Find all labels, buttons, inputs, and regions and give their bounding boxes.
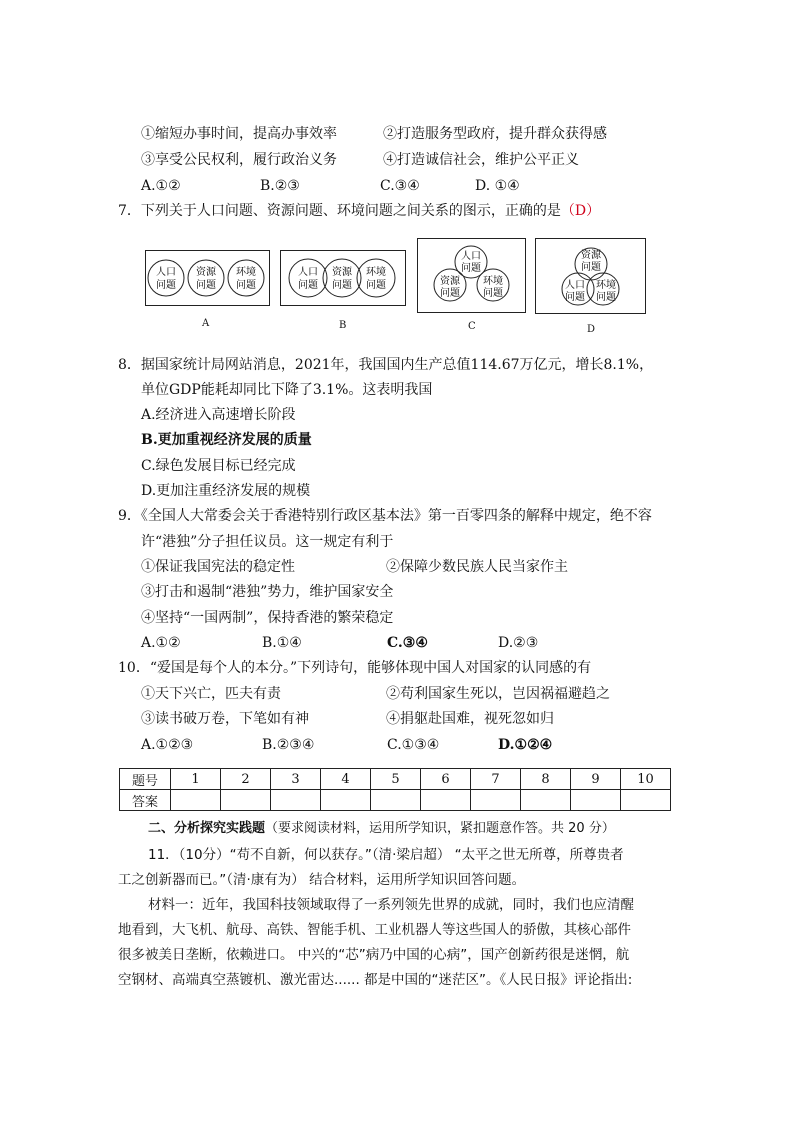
q9-statement-2: ②保障少数民族人民当家作主 bbox=[386, 559, 568, 575]
q6-option-d: D. ①④ bbox=[475, 178, 520, 194]
q7-answer: （D） bbox=[560, 203, 601, 219]
c-env-2: 问题 bbox=[483, 288, 503, 299]
a-res-1: 资源 bbox=[196, 267, 216, 278]
diagram-d bbox=[535, 238, 646, 314]
q11-line-2: 工之创新器而已。”（清·康有为） 结合材料，运用所学知识回答问题。 bbox=[118, 872, 526, 888]
d-res-2: 问题 bbox=[581, 262, 601, 273]
q9-line-2: 许“港独”分子担任议员。这一规定有利于 bbox=[141, 534, 394, 550]
question-number: 3 bbox=[271, 769, 321, 790]
d-pop-1: 人口 bbox=[565, 280, 585, 291]
c-res-2: 问题 bbox=[440, 288, 460, 299]
q10-option-a: A.①②③ bbox=[141, 737, 194, 753]
q9-option-a: A.①② bbox=[141, 635, 181, 651]
d-res-1: 资源 bbox=[581, 250, 601, 261]
b-env-2: 问题 bbox=[366, 280, 386, 291]
b-env-1: 环境 bbox=[366, 267, 386, 278]
caption-c: C bbox=[468, 321, 476, 332]
a-res-2: 问题 bbox=[196, 280, 216, 291]
q9-statement-1: ①保证我国宪法的稳定性 bbox=[141, 559, 295, 575]
section-2-title: 二、分析探究实践题 bbox=[148, 821, 266, 836]
q10-statement-2: ②苟利国家生死以，岂因祸福避趋之 bbox=[386, 686, 610, 702]
answer-table-answer-row bbox=[120, 790, 671, 811]
q6-option-b: B.②③ bbox=[260, 178, 300, 194]
d-pop-2: 问题 bbox=[565, 292, 585, 303]
q10-stem: 10．“爱国是每个人的本分。”下列诗句，能够体现中国人对国家的认同感的有 bbox=[118, 660, 592, 676]
q10-option-b: B.②③④ bbox=[262, 737, 315, 753]
q8-option-b: B.更加重视经济发展的质量 bbox=[141, 432, 312, 448]
q9-statement-3: ③打击和遏制“港独”势力，维护国家安全 bbox=[141, 584, 394, 600]
answer-table bbox=[119, 768, 671, 811]
q11-line-1: 11．（10分）“苟不自新，何以获存。”（清·梁启超） “太平之世无所尊，所尊贵者 bbox=[148, 847, 624, 863]
q8-option-c: C.绿色发展目标已经完成 bbox=[141, 458, 296, 474]
question-number-label: 题号 bbox=[120, 769, 171, 790]
answer-table-header-row bbox=[120, 769, 671, 790]
q8-line-1: 8．据国家统计局网站消息，2021年，我国国内生产总值114.67万亿元，增长8.1%， bbox=[118, 357, 654, 373]
q8-option-d: D.更加注重经济发展的规模 bbox=[141, 483, 311, 499]
a-env-1: 环境 bbox=[236, 267, 256, 278]
c-pop-1: 人口 bbox=[461, 251, 481, 262]
material-1-line-1: 材料一：近年，我国科技领域取得了一系列领先世界的成就，同时，我们也应清醒 bbox=[148, 897, 634, 913]
d-env-2: 问题 bbox=[596, 292, 616, 303]
q8-option-a: A.经济进入高速增长阶段 bbox=[141, 407, 296, 423]
answer-cell[interactable] bbox=[471, 790, 521, 811]
answer-cell[interactable] bbox=[571, 790, 621, 811]
c-pop-2: 问题 bbox=[461, 263, 481, 274]
answer-cell[interactable] bbox=[271, 790, 321, 811]
answer-cell[interactable] bbox=[621, 790, 671, 811]
question-number: 9 bbox=[571, 769, 621, 790]
q7-stem bbox=[118, 201, 600, 221]
q6-statement-2: ②打造服务型政府，提升群众获得感 bbox=[383, 126, 607, 142]
b-res-1: 资源 bbox=[332, 267, 352, 278]
q10-option-c: C.①③④ bbox=[387, 737, 440, 753]
a-env-2: 问题 bbox=[236, 280, 256, 291]
diagram-b bbox=[280, 250, 406, 306]
q6-option-c: C.③④ bbox=[380, 178, 420, 194]
q10-statement-3: ③读书破万卷，下笔如有神 bbox=[141, 711, 309, 727]
q9-option-d: D.②③ bbox=[498, 635, 539, 651]
section-2-note: （要求阅读材料，运用所学知识，紧扣题意作答。共 20 分） bbox=[265, 821, 615, 836]
a-pop-2: 问题 bbox=[156, 280, 176, 291]
q10-option-d: D.①②④ bbox=[498, 737, 553, 753]
question-number: 1 bbox=[171, 769, 221, 790]
q8-line-2: 单位GDP能耗却同比下降了3.1%。这表明我国 bbox=[141, 382, 433, 398]
question-number: 5 bbox=[371, 769, 421, 790]
diagram-a bbox=[145, 250, 270, 306]
q9-option-c: C.③④ bbox=[387, 635, 428, 651]
caption-d: D bbox=[587, 324, 596, 335]
diagram-c bbox=[417, 238, 526, 313]
b-pop-1: 人口 bbox=[298, 267, 318, 278]
q10-statement-4: ④捐躯赴国难，视死忽如归 bbox=[386, 711, 554, 727]
question-number: 2 bbox=[221, 769, 271, 790]
q6-statement-1: ①缩短办事时间，提高办事效率 bbox=[141, 126, 337, 142]
b-pop-2: 问题 bbox=[298, 280, 318, 291]
q6-statement-3: ③享受公民权利，履行政治义务 bbox=[141, 152, 337, 168]
answer-cell[interactable] bbox=[221, 790, 271, 811]
material-1-line-4: 空钢材、高端真空蒸镀机、激光雷达...... 都是中国的“迷茫区”。《人民日报》评论指出: bbox=[118, 972, 633, 988]
question-number: 8 bbox=[521, 769, 571, 790]
q10-statement-1: ①天下兴亡，匹夫有责 bbox=[141, 686, 281, 702]
answer-cell[interactable] bbox=[171, 790, 221, 811]
q7-stem-text: 7．下列关于人口问题、资源问题、环境问题之间关系的图示，正确的是 bbox=[118, 203, 561, 219]
answer-label: 答案 bbox=[120, 790, 171, 811]
question-number: 10 bbox=[621, 769, 671, 790]
q6-statement-4: ④打造诚信社会，维护公平正义 bbox=[383, 152, 579, 168]
a-pop-1: 人口 bbox=[156, 267, 176, 278]
b-res-2: 问题 bbox=[332, 280, 352, 291]
answer-cell[interactable] bbox=[521, 790, 571, 811]
question-number: 4 bbox=[321, 769, 371, 790]
answer-cell[interactable] bbox=[371, 790, 421, 811]
c-env-1: 环境 bbox=[483, 276, 503, 287]
question-number: 7 bbox=[471, 769, 521, 790]
caption-b: B bbox=[339, 320, 347, 331]
question-number: 6 bbox=[421, 769, 471, 790]
caption-a: A bbox=[202, 318, 210, 329]
q9-line-1: 9．《全国人大常委会关于香港特别行政区基本法》第一百零四条的解释中规定，绝不容 bbox=[118, 508, 652, 524]
material-1-line-3: 很多被美日垄断，依赖进口。 中兴的“芯”病乃中国的心病”，国产创新药很是迷惘，航 bbox=[118, 947, 630, 963]
q6-option-a: A.①② bbox=[141, 178, 181, 194]
answer-cell[interactable] bbox=[421, 790, 471, 811]
answer-cell[interactable] bbox=[321, 790, 371, 811]
q9-statement-4: ④坚持“一国两制”，保持香港的繁荣稳定 bbox=[141, 610, 394, 626]
d-env-1: 环境 bbox=[596, 280, 616, 291]
section-2-heading bbox=[148, 819, 615, 839]
c-res-1: 资源 bbox=[440, 276, 460, 287]
q9-option-b: B.①④ bbox=[262, 635, 302, 651]
material-1-line-2: 地看到，大飞机、航母、高铁、智能手机、工业机器人等这些国人的骄傲，其核心部件 bbox=[118, 922, 631, 938]
